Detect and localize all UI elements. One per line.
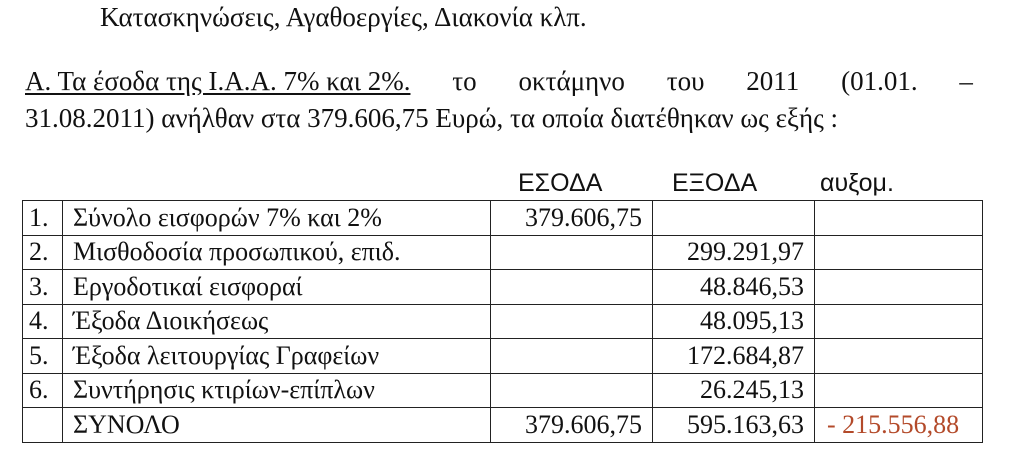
table-row	[23, 235, 983, 270]
table-row	[23, 304, 983, 339]
heading-word: 2011	[746, 66, 800, 96]
row-description: ΣΥΝΟΛΟ	[63, 408, 491, 443]
expenses-cell: 26.245,13	[653, 373, 815, 408]
heading-word: οκτάμηνο	[518, 66, 625, 96]
table-row	[23, 201, 983, 236]
heading-word: του	[666, 66, 705, 96]
row-number: 2.	[23, 235, 63, 270]
income-cell: 379.606,75	[491, 201, 653, 236]
section-heading-line	[25, 66, 973, 96]
heading-word: (01.01.	[841, 66, 918, 96]
expenses-cell: 595.163,63	[653, 408, 815, 443]
table-row	[23, 339, 983, 374]
increase-cell	[815, 304, 983, 339]
financial-table	[22, 200, 983, 443]
column-header-increase: αυξομ.	[820, 169, 894, 197]
increase-cell	[815, 270, 983, 305]
section-heading: Α. Τα έσοδα της Ι.Α.Α. 7% και 2%.	[25, 66, 411, 96]
column-header-income: ΕΣΟΔΑ	[518, 169, 603, 197]
total-row	[23, 408, 983, 443]
expenses-cell: 299.291,97	[653, 235, 815, 270]
row-description: Μισθοδοσία προσωπικού, επιδ.	[63, 235, 491, 270]
increase-cell	[815, 201, 983, 236]
row-description: Έξοδα Διοικήσεως	[63, 304, 491, 339]
expenses-cell: 48.846,53	[653, 270, 815, 305]
row-number: 5.	[23, 339, 63, 374]
row-number: 1.	[23, 201, 63, 236]
table-row	[23, 270, 983, 305]
row-number: 4.	[23, 304, 63, 339]
section-text-line: 31.08.2011) ανήλθαν στα 379.606,75 Ευρώ, τα οποία διατέθηκαν ως εξής :	[25, 103, 839, 133]
income-cell	[491, 304, 653, 339]
expenses-cell	[653, 201, 815, 236]
column-header-expenses: ΕΞΟΔΑ	[672, 169, 758, 197]
expenses-cell: 48.095,13	[653, 304, 815, 339]
increase-cell: - 215.556,88	[815, 408, 983, 443]
row-description: Συντήρησις κτιρίων-επίπλων	[63, 373, 491, 408]
row-number: 6.	[23, 373, 63, 408]
increase-cell	[815, 339, 983, 374]
row-description: Σύνολο εισφορών 7% και 2%	[63, 201, 491, 236]
intro-line: Κατασκηνώσεις, Αγαθοεργίες, Διακονία κλπ.	[100, 2, 587, 32]
row-number	[23, 408, 63, 443]
row-number: 3.	[23, 270, 63, 305]
table-row	[23, 373, 983, 408]
heading-word: –	[959, 66, 973, 96]
income-cell	[491, 270, 653, 305]
income-cell	[491, 339, 653, 374]
increase-cell	[815, 235, 983, 270]
income-cell: 379.606,75	[491, 408, 653, 443]
row-description: Εργοδοτικαί εισφοραί	[63, 270, 491, 305]
income-cell	[491, 235, 653, 270]
income-cell	[491, 373, 653, 408]
row-description: Έξοδα λειτουργίας Γραφείων	[63, 339, 491, 374]
heading-word: το	[452, 66, 477, 96]
increase-cell	[815, 373, 983, 408]
expenses-cell: 172.684,87	[653, 339, 815, 374]
